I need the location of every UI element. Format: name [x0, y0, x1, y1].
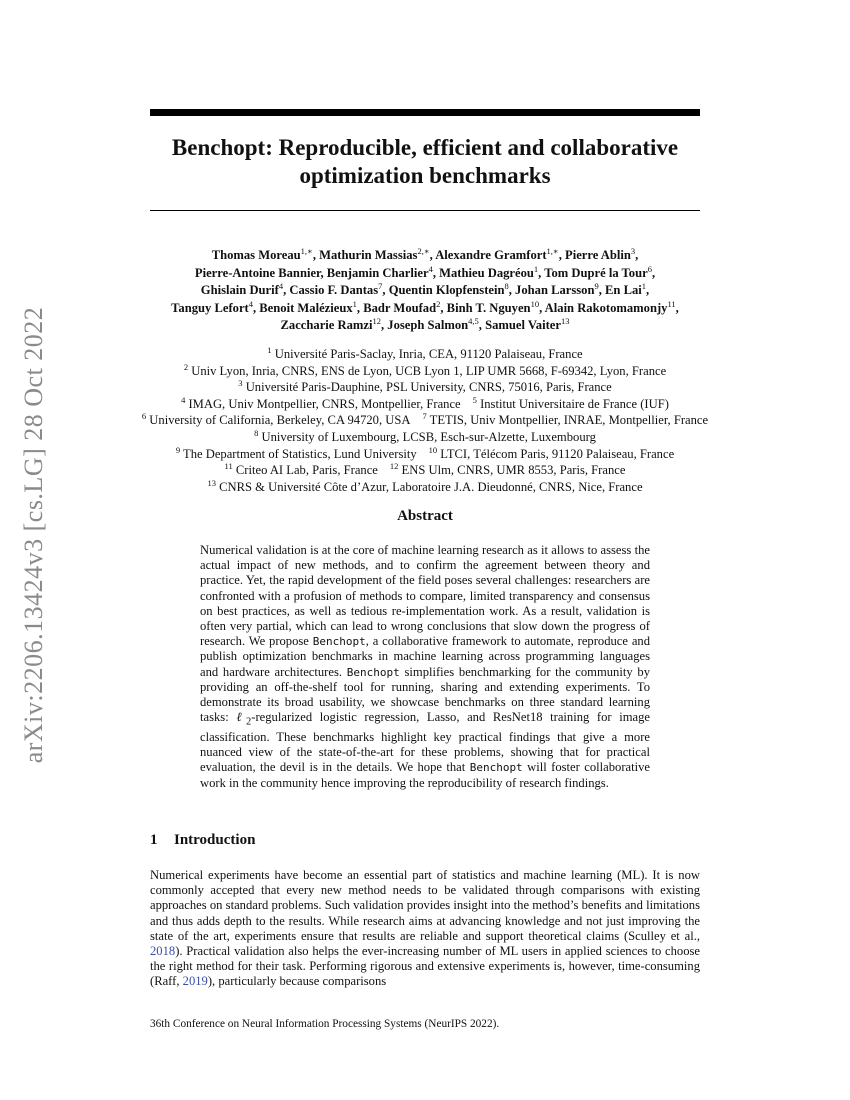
affiliation-line: $^1$ Université Paris-Saclay, Inria, CEA, 91120 Palaiseau, France [267, 344, 583, 361]
benchopt-name: Benchopt [346, 665, 400, 679]
paper-title [150, 134, 700, 190]
author: Binh T. Nguyen$^{10}$ [446, 298, 540, 315]
introduction-body: Numerical experiments have become an essential part of statistics and machine learning (ML). It is now commonly accepted that every new method needs to be validated through comparisons with existing approaches on standard problems. Such validation provides insight into the method’s benefits and limitations and thus adds depth to the results. While research aims at advancing knowledge and not just improving the state of the art, experiments ensure that results are reliable and support theoretical claims (Sculley et al., 2018). Practical validation also helps the ever-increasing number of ML users in applied sciences to choose the right method for their task. Performing rigorous and extensive experiments is, however, time-consuming (Raff, 2019), particularly because comparisons [150, 868, 700, 989]
section-heading-introduction [150, 832, 255, 849]
author: Badr Moufad$^2$ [363, 298, 441, 315]
author: Tom Dupré la Tour$^6$ [544, 263, 652, 280]
affiliation-line: $^4$ IMAG, Univ Montpellier, CNRS, Montpellier, France $^5$ Institut Universitaire de France (IUF) [181, 394, 669, 411]
citation-link[interactable]: 2018 [150, 944, 176, 959]
citation-link[interactable]: 2019 [182, 974, 208, 989]
affiliation-line: $^6$ University of California, Berkeley, CA 94720, USA $^7$ TETIS, Univ Montpellier, INRAE, Montpellier, France [141, 411, 709, 428]
author: Alain Rakotomamonjy$^{11}$ [544, 298, 676, 315]
arxiv-id: arXiv:2206.13424v3 [cs.LG] 28 Oct 2022 [19, 306, 48, 764]
author: Mathurin Massias$^{2,∗}$ [319, 245, 430, 262]
author: Joseph Salmon$^{4,5}$ [387, 315, 479, 332]
benchopt-name: Benchopt [312, 635, 366, 649]
affiliation-line: $^{13}$ CNRS & Université Côte d’Azur, Laboratoire J.A. Dieudonné, CNRS, Nice, France [207, 477, 643, 494]
title-top-rule [150, 109, 700, 116]
author: Thomas Moreau$^{1,∗}$ [211, 245, 313, 262]
author-list: Thomas Moreau$^{1,∗}$, Mathurin Massias$^{2,∗}$, Alexandre Gramfort$^{1,∗}$, Pierre Ablin$^3$, Pierre-Antoine Bannier, Benjamin Charlier$^4$, Mathieu Dagréou$^1$, Tom Dupré la Tour$^6$, Ghislain Durif$^4$, Cassio F. Dantas$^7$, Quentin Klopfenstein$^8$, Johan Larsson$^9$, En Lai$^1$, Tanguy Lefort$^4$, Benoit Malézieux$^1$, Badr Moufad$^2$, Binh T. Nguyen$^{10}$, Alain Rakotomamonjy$^{11}$, Zaccharie Ramzi$^{12}$, Joseph Salmon$^{4,5}$, Samuel Vaiter$^{13}$ [171, 245, 679, 332]
author: Quentin Klopfenstein$^8$ [388, 280, 509, 297]
author: Johan Larsson$^9$ [515, 280, 599, 297]
conference-footnote: 36th Conference on Neural Information Processing Systems (NeurIPS 2022). [150, 1018, 500, 1030]
author: Benoit Malézieux$^1$ [259, 298, 357, 315]
author: Benjamin Charlier$^4$ [326, 263, 433, 280]
title-bottom-rule [150, 210, 700, 211]
author: Ghislain Durif$^4$ [200, 280, 284, 297]
section-title: Introduction [174, 832, 256, 848]
author: Pierre-Antoine Bannier [194, 265, 321, 280]
author: Zaccharie Ramzi$^{12}$ [280, 315, 381, 332]
section-number: 1 [150, 832, 158, 848]
author: Tanguy Lefort$^4$ [171, 298, 253, 315]
affiliation-line: $^{11}$ Criteo AI Lab, Paris, France $^{12}$ ENS Ulm, CNRS, UMR 8553, Paris, France [224, 460, 626, 478]
affiliation-line: $^3$ Université Paris-Dauphine, PSL University, CNRS, 75016, Paris, France [238, 378, 612, 395]
abstract-body: Numerical validation is at the core of machine learning research as it allows to assess the actual impact of new methods, and to confirm the agreement between theory and practice. Yet, the rapid development of the field poses several challenges: researchers are confronted with a profusion of methods to compare, limited transparency and consensus on best practices, as well as tedious re-implementation work. As a result, validation is often very partial, which can lead to wrong conclusions that slow down the progress of research. We propose Benchopt, a collaborative framework to automate, reproduce and publish optimization benchmarks in machine learning across programming languages and hardware architectures. Benchopt simplifies benchmarking for the community by providing an off-the-shelf tool for running, sharing and extending experiments. To demonstrate its broad usability, we showcase benchmarks on three standard learning tasks: ℓ$_2$-regularized logistic regression, Lasso, and ResNet18 training for image classification. These benchmarks highlight key practical findings that give a more nuanced view of the state-of-the-art for these problems, showing that for practical evaluation, the devil is in the details. We hope that Benchopt will foster collaborative work in the community hence improving the reproducibility of research findings. [200, 543, 651, 790]
affiliation-line: $^9$ The Department of Statistics, Lund University $^{10}$ LTCI, Télécom Paris, 91120 Palaiseau, France [175, 444, 675, 461]
affiliation-line: $^2$ Univ Lyon, Inria, CNRS, ENS de Lyon, UCB Lyon 1, LIP UMR 5668, F-69342, Lyon, France [183, 361, 667, 378]
affiliation-list [60, 346, 790, 495]
author: Cassio F. Dantas$^7$ [289, 280, 383, 297]
author: Samuel Vaiter$^{13}$ [485, 315, 570, 332]
abstract-heading: Abstract [397, 508, 453, 524]
author: En Lai$^1$ [605, 280, 647, 297]
author: Alexandre Gramfort$^{1,∗}$ [435, 245, 559, 262]
author: Mathieu Dagréou$^1$ [439, 263, 539, 280]
benchopt-name: Benchopt [469, 761, 523, 775]
affiliation-line: $^8$ University of Luxembourg, LCSB, Esch-sur-Alzette, Luxembourg [254, 427, 596, 444]
author: Pierre Ablin$^3$ [565, 245, 636, 262]
title-line-1: Benchopt: Reproducible, efficient and collaborative [171, 135, 679, 160]
title-line-2: optimization benchmarks [299, 163, 551, 188]
arxiv-stamp [14, 306, 54, 764]
